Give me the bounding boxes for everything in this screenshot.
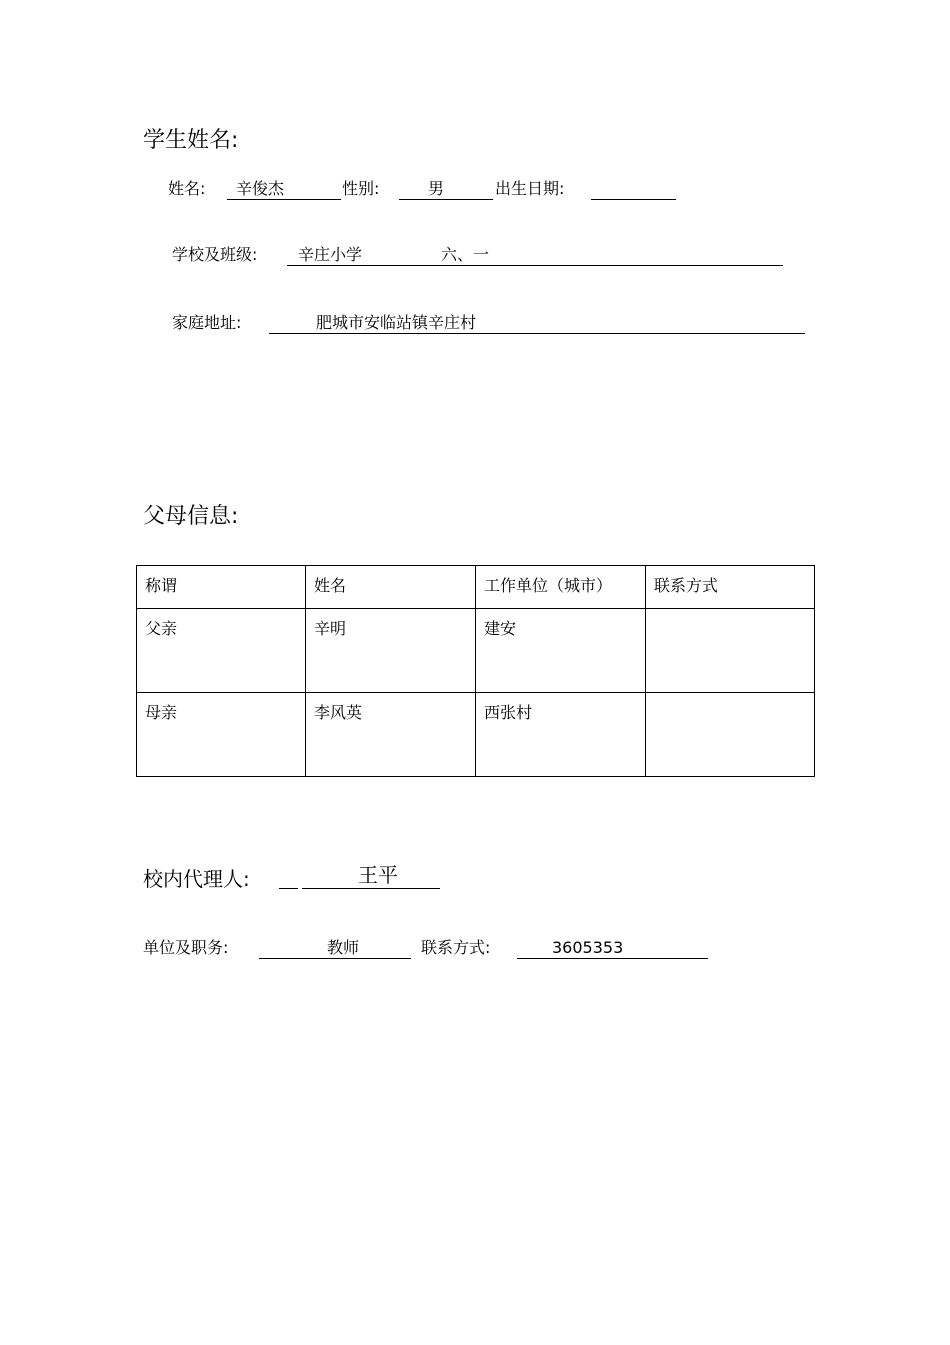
work-cell[interactable]: 建安: [476, 609, 646, 693]
work-cell[interactable]: 西张村: [476, 693, 646, 777]
gender-field[interactable]: [399, 179, 493, 200]
class-value: 六、一: [441, 245, 490, 264]
agent-label: 校内代理人:: [143, 867, 250, 891]
parent-name-cell[interactable]: 辛明: [306, 609, 476, 693]
relation-cell: 母亲: [137, 693, 306, 777]
table-header-row: [137, 566, 815, 609]
agent-contact-field[interactable]: [517, 938, 708, 959]
column-header: 工作单位（城市）: [476, 566, 646, 609]
agent-contact-label: 联系方式:: [421, 938, 491, 957]
parent-name-cell[interactable]: 李风英: [306, 693, 476, 777]
school-field[interactable]: [287, 245, 783, 266]
agent-field-prefix: [279, 862, 298, 889]
name-value: 辛俊杰: [236, 179, 285, 198]
name-field[interactable]: [227, 179, 341, 200]
gender-label: 性别:: [342, 179, 380, 198]
address-label: 家庭地址:: [172, 313, 242, 332]
column-header: 联系方式: [646, 566, 815, 609]
dob-field[interactable]: [591, 179, 676, 200]
table-row: [137, 693, 815, 777]
position-value: 教师: [327, 938, 360, 957]
school-label: 学校及班级:: [172, 245, 258, 264]
relation-cell: 父亲: [137, 609, 306, 693]
parents-section-heading: 父母信息:: [143, 504, 239, 529]
student-section-heading: 学生姓名:: [143, 128, 239, 153]
parents-table: [136, 565, 815, 777]
address-field[interactable]: [269, 313, 805, 334]
agent-value: 王平: [358, 863, 398, 887]
gender-value: 男: [428, 179, 445, 198]
name-label: 姓名:: [168, 179, 206, 198]
column-header: 姓名: [306, 566, 476, 609]
column-header: 称谓: [137, 566, 306, 609]
position-field[interactable]: [259, 938, 411, 959]
agent-field[interactable]: [302, 862, 440, 889]
contact-cell[interactable]: [646, 693, 815, 777]
contact-cell[interactable]: [646, 609, 815, 693]
address-value: 肥城市安临站镇辛庄村: [316, 313, 477, 332]
school-value: 辛庄小学: [298, 245, 363, 264]
table-row: [137, 609, 815, 693]
dob-label: 出生日期:: [495, 179, 565, 198]
position-label: 单位及职务:: [143, 938, 229, 957]
agent-contact-value: 3605353: [552, 938, 624, 957]
